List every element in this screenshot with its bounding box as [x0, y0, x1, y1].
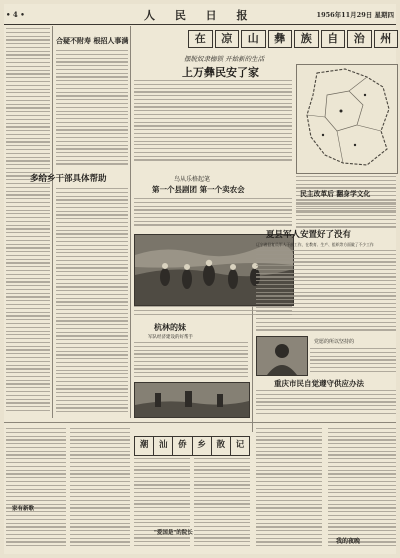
banner-char: 州 [374, 30, 399, 48]
article-headline: 上万彝民安了家 [182, 66, 259, 79]
section-box-title [134, 436, 250, 456]
box-title-char: 侨 [173, 437, 192, 455]
column-rule [52, 26, 53, 418]
map-outline-icon [297, 65, 397, 173]
masthead [4, 6, 396, 25]
body-text-block [194, 458, 250, 552]
banner-char: 自 [321, 30, 346, 48]
article-headline: 合疑不附寿 根招人事满 [56, 36, 129, 45]
body-text-block [56, 50, 128, 168]
newspaper-page [4, 4, 396, 554]
article-headline: 民主改革后 翻身学文化 [300, 190, 371, 198]
body-text-block [6, 28, 50, 418]
banner-char: 族 [294, 30, 319, 48]
banner-char: 山 [241, 30, 266, 48]
article-headline: 重庆市民自觉遵守供应办法 [274, 379, 364, 388]
page-number: • 4 • [6, 10, 25, 19]
article-headline: 夏县军人安置好了没有 [266, 230, 352, 240]
body-text-block [134, 198, 292, 228]
body-text-block [256, 390, 396, 418]
news-photo [134, 382, 250, 418]
article-headline: 我的夜晚 [336, 538, 361, 545]
region-map [296, 64, 398, 174]
banner-char: 凉 [215, 30, 240, 48]
box-title-char: 散 [212, 437, 231, 455]
body-text-block [70, 428, 130, 552]
news-photo [256, 336, 308, 376]
article-kicker: 摆脱奴隶枷锁 开始新的生活 [184, 55, 265, 63]
body-text-block [6, 428, 66, 552]
article-headline: 多给乡干部具体帮助 [30, 174, 107, 184]
section-banner [188, 30, 398, 48]
box-title-char: 汕 [154, 437, 173, 455]
banner-char: 治 [347, 30, 372, 48]
article-subhead: 辽宁省县复员军人干部工作，在教育、生产、组织等方面做了不少工作 [256, 242, 374, 247]
body-text-block [56, 188, 128, 418]
article-kicker: 党愿的所以坚持的 [314, 339, 355, 345]
column-rule [130, 26, 131, 418]
banner-char: 在 [188, 30, 213, 48]
article-kicker: 鸟从乐格起笔 [174, 176, 211, 183]
article-subhead: 军队经济建设的好帮手 [148, 335, 193, 340]
body-text-block [134, 458, 190, 552]
article-headline: "爱国是"的院长 [154, 530, 193, 536]
body-text-block [256, 428, 322, 552]
box-title-char: 记 [235, 440, 245, 450]
banner-char: 彝 [268, 30, 293, 48]
section-rule [4, 422, 396, 423]
portrait-photo [257, 337, 307, 375]
body-text-block [256, 250, 396, 334]
body-text-block [328, 428, 396, 552]
body-text-block [134, 342, 248, 380]
body-text-block [134, 80, 292, 164]
box-title-char: 潮 [135, 437, 154, 455]
work-scene-photo [135, 383, 249, 417]
article-headline: 杭林的妹 [154, 322, 186, 332]
article-headline: 家有新歌 [12, 506, 35, 512]
body-text-block [296, 200, 396, 230]
issue-date: 1956年11月29日 星期四 [316, 11, 394, 19]
paper-name: 人 民 日 报 [144, 9, 256, 22]
article-headline: 第一个县剧团 第一个卖农会 [152, 185, 245, 194]
box-title-char: 乡 [193, 437, 212, 455]
body-text-block [310, 348, 396, 376]
